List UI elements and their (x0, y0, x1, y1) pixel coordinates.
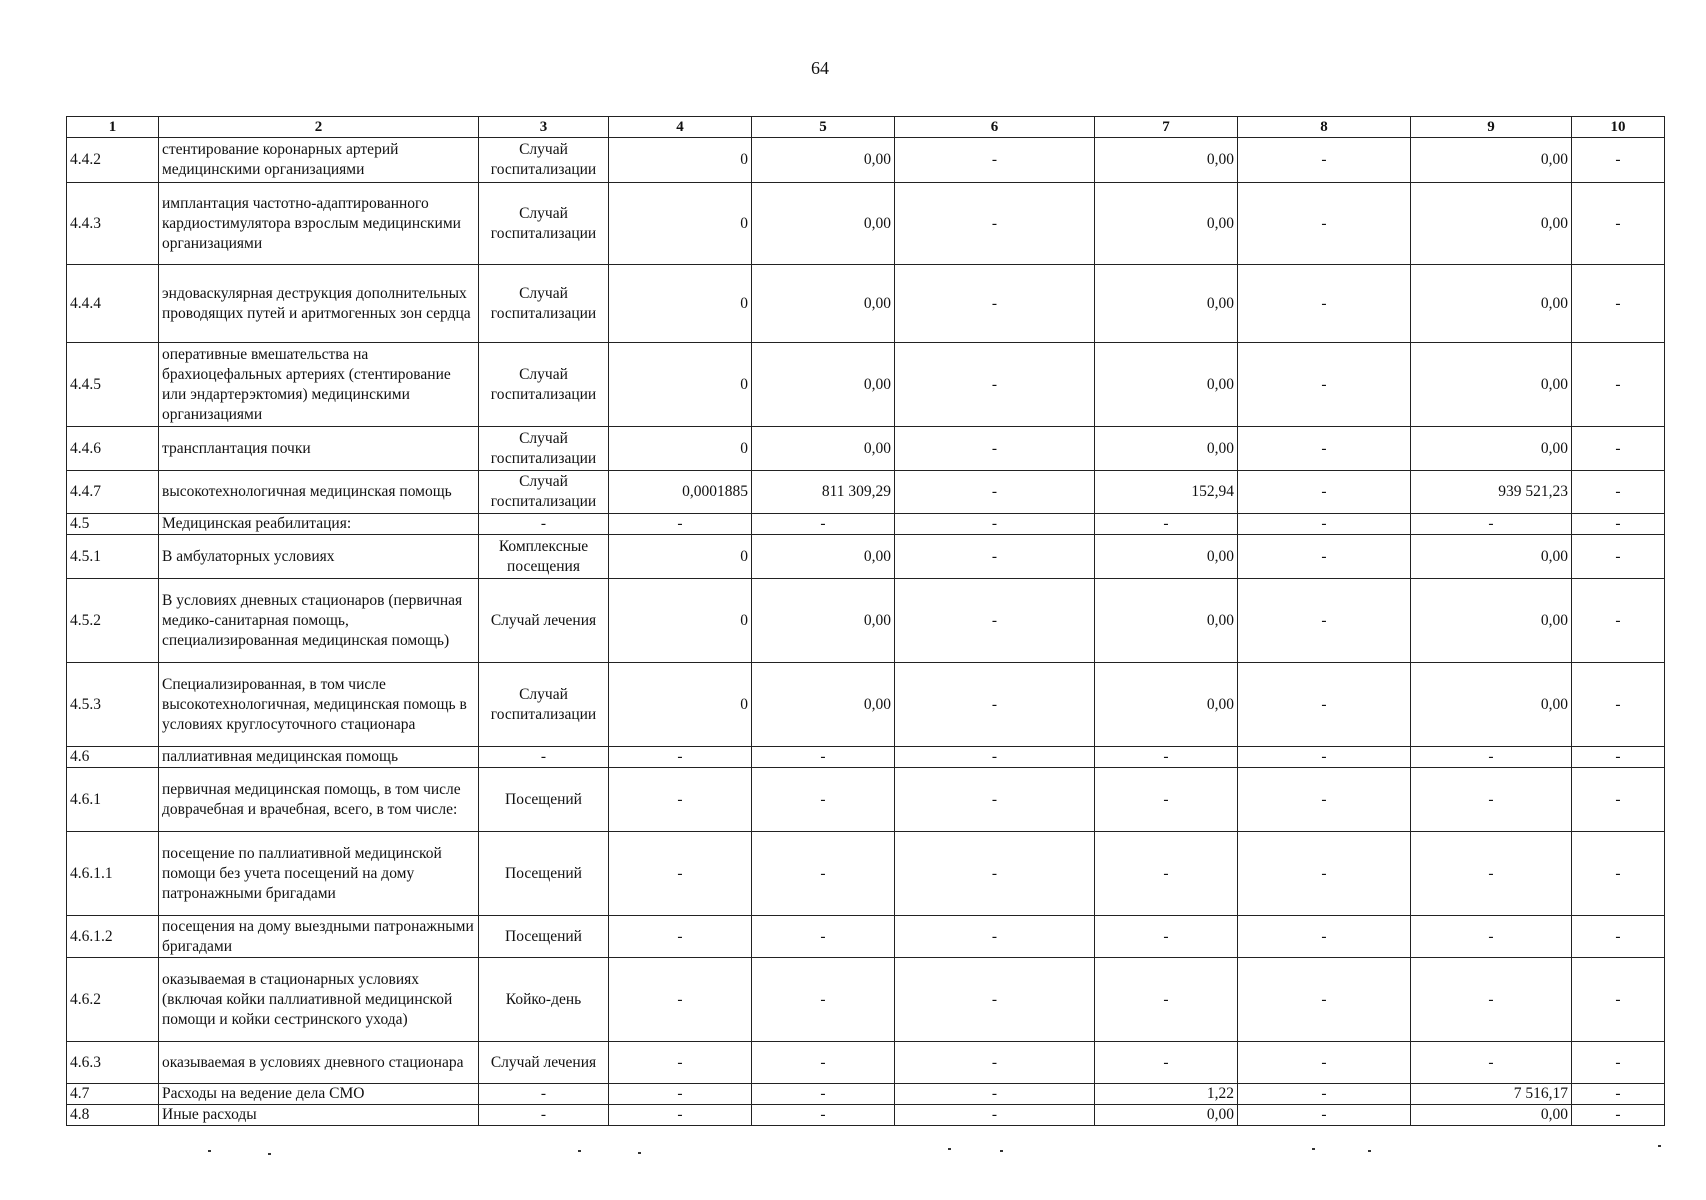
col-6-value: - (895, 916, 1095, 958)
col-4-value: - (609, 958, 752, 1042)
col-9-value: 0,00 (1411, 183, 1572, 265)
col-9-value: - (1411, 768, 1572, 832)
col-9-value: 0,00 (1411, 579, 1572, 663)
row-number: 4.6.1.2 (67, 916, 159, 958)
col-6-value: - (895, 958, 1095, 1042)
row-name: посещения на дому выездными патронажными бригадами (159, 916, 479, 958)
col-6-value: - (895, 265, 1095, 343)
table-row (67, 768, 1665, 832)
table-row (67, 958, 1665, 1042)
col-5-value: 0,00 (752, 579, 895, 663)
col-5-value: - (752, 514, 895, 535)
col-10-value: - (1572, 916, 1665, 958)
col-8-value: - (1238, 1042, 1411, 1084)
col-10-value: - (1572, 663, 1665, 747)
col-5-value: - (752, 747, 895, 768)
col-7-value: 0,00 (1095, 1105, 1238, 1126)
col-6-value: - (895, 1084, 1095, 1105)
row-name: первичная медицинская помощь, в том числе доврачебная и врачебная, всего, в том числе: (159, 768, 479, 832)
col-5-value: - (752, 958, 895, 1042)
col-7-value: 0,00 (1095, 427, 1238, 471)
col-7-value: 0,00 (1095, 663, 1238, 747)
row-name: оказываемая в условиях дневного стационара (159, 1042, 479, 1084)
col-10-value: - (1572, 958, 1665, 1042)
col-10-value: - (1572, 1105, 1665, 1126)
col-5-value: 0,00 (752, 183, 895, 265)
col-7-value: 0,00 (1095, 265, 1238, 343)
unit-of-measure: Случай госпитализации (479, 427, 609, 471)
col-7-value: 0,00 (1095, 138, 1238, 183)
col-4-value: - (609, 1105, 752, 1126)
row-name: Медицинская реабилитация: (159, 514, 479, 535)
column-header-6: 6 (895, 117, 1095, 138)
row-number: 4.5 (67, 514, 159, 535)
data-table (66, 116, 1665, 1126)
row-number: 4.6.1 (67, 768, 159, 832)
row-number: 4.6 (67, 747, 159, 768)
row-number: 4.4.6 (67, 427, 159, 471)
row-number: 4.6.2 (67, 958, 159, 1042)
col-10-value: - (1572, 343, 1665, 427)
col-5-value: 0,00 (752, 265, 895, 343)
col-5-value: 811 309,29 (752, 471, 895, 514)
col-9-value: 7 516,17 (1411, 1084, 1572, 1105)
col-9-value: 0,00 (1411, 535, 1572, 579)
col-10-value: - (1572, 265, 1665, 343)
col-4-value: 0 (609, 663, 752, 747)
col-9-value: 939 521,23 (1411, 471, 1572, 514)
table-row (67, 579, 1665, 663)
col-6-value: - (895, 768, 1095, 832)
col-8-value: - (1238, 427, 1411, 471)
table-row (67, 427, 1665, 471)
col-4-value: 0 (609, 265, 752, 343)
column-header-1: 1 (67, 117, 159, 138)
table-row (67, 1042, 1665, 1084)
col-10-value: - (1572, 471, 1665, 514)
col-4-value: 0 (609, 579, 752, 663)
table-row (67, 747, 1665, 768)
col-5-value: - (752, 768, 895, 832)
row-name: посещение по паллиативной медицинской помощи без учета посещений на дому патронажными бригадами (159, 832, 479, 916)
column-header-8: 8 (1238, 117, 1411, 138)
col-4-value: 0 (609, 343, 752, 427)
unit-of-measure: - (479, 1084, 609, 1105)
unit-of-measure: - (479, 1105, 609, 1126)
col-7-value: - (1095, 916, 1238, 958)
column-header-7: 7 (1095, 117, 1238, 138)
column-header-4: 4 (609, 117, 752, 138)
col-6-value: - (895, 343, 1095, 427)
col-7-value: 0,00 (1095, 343, 1238, 427)
col-4-value: 0 (609, 183, 752, 265)
table-row (67, 535, 1665, 579)
col-5-value: - (752, 1042, 895, 1084)
column-header-3: 3 (479, 117, 609, 138)
column-header-2: 2 (159, 117, 479, 138)
col-5-value: - (752, 832, 895, 916)
col-9-value: - (1411, 958, 1572, 1042)
col-8-value: - (1238, 514, 1411, 535)
unit-of-measure: Случай госпитализации (479, 265, 609, 343)
col-5-value: - (752, 916, 895, 958)
column-header-9: 9 (1411, 117, 1572, 138)
table-row (67, 663, 1665, 747)
table-row (67, 265, 1665, 343)
table-row (67, 138, 1665, 183)
row-number: 4.6.3 (67, 1042, 159, 1084)
col-8-value: - (1238, 579, 1411, 663)
row-number: 4.5.2 (67, 579, 159, 663)
col-7-value: 0,00 (1095, 183, 1238, 265)
col-7-value: 152,94 (1095, 471, 1238, 514)
row-number: 4.4.5 (67, 343, 159, 427)
col-8-value: - (1238, 958, 1411, 1042)
col-6-value: - (895, 747, 1095, 768)
row-name: стентирование коронарных артерий медицинскими организациями (159, 138, 479, 183)
col-7-value: - (1095, 747, 1238, 768)
row-number: 4.8 (67, 1105, 159, 1126)
unit-of-measure: Случай госпитализации (479, 663, 609, 747)
row-name: Специализированная, в том числе высокотехнологичная, медицинская помощь в условиях круглосуточного стационара (159, 663, 479, 747)
col-9-value: 0,00 (1411, 427, 1572, 471)
col-9-value: - (1411, 747, 1572, 768)
col-10-value: - (1572, 427, 1665, 471)
row-number: 4.4.4 (67, 265, 159, 343)
row-name: В амбулаторных условиях (159, 535, 479, 579)
col-5-value: 0,00 (752, 138, 895, 183)
unit-of-measure: Койко-день (479, 958, 609, 1042)
row-number: 4.7 (67, 1084, 159, 1105)
col-4-value: - (609, 768, 752, 832)
row-number: 4.6.1.1 (67, 832, 159, 916)
col-8-value: - (1238, 138, 1411, 183)
col-9-value: - (1411, 832, 1572, 916)
row-name: паллиативная медицинская помощь (159, 747, 479, 768)
col-6-value: - (895, 1042, 1095, 1084)
row-name: трансплантация почки (159, 427, 479, 471)
row-number: 4.5.1 (67, 535, 159, 579)
unit-of-measure: - (479, 514, 609, 535)
col-7-value: - (1095, 832, 1238, 916)
col-8-value: - (1238, 471, 1411, 514)
col-10-value: - (1572, 1042, 1665, 1084)
col-6-value: - (895, 832, 1095, 916)
col-6-value: - (895, 535, 1095, 579)
col-8-value: - (1238, 747, 1411, 768)
col-8-value: - (1238, 343, 1411, 427)
col-10-value: - (1572, 183, 1665, 265)
col-9-value: 0,00 (1411, 1105, 1572, 1126)
col-9-value: - (1411, 514, 1572, 535)
col-5-value: - (752, 1084, 895, 1105)
col-9-value: - (1411, 916, 1572, 958)
unit-of-measure: Случай госпитализации (479, 183, 609, 265)
col-6-value: - (895, 663, 1095, 747)
column-header-5: 5 (752, 117, 895, 138)
col-8-value: - (1238, 916, 1411, 958)
col-8-value: - (1238, 832, 1411, 916)
unit-of-measure: Посещений (479, 768, 609, 832)
col-7-value: - (1095, 958, 1238, 1042)
row-name: В условиях дневных стационаров (первичная медико-санитарная помощь, специализированная медицинская помощь) (159, 579, 479, 663)
col-6-value: - (895, 138, 1095, 183)
col-7-value: - (1095, 1042, 1238, 1084)
col-5-value: 0,00 (752, 427, 895, 471)
col-5-value: 0,00 (752, 663, 895, 747)
col-7-value: - (1095, 514, 1238, 535)
col-4-value: - (609, 747, 752, 768)
col-9-value: 0,00 (1411, 265, 1572, 343)
row-name: эндоваскулярная деструкция дополнительных проводящих путей и аритмогенных зон сердца (159, 265, 479, 343)
row-name: оказываемая в стационарных условиях (включая койки паллиативной медицинской помощи и койки сестринского ухода) (159, 958, 479, 1042)
col-4-value: - (609, 514, 752, 535)
col-5-value: 0,00 (752, 343, 895, 427)
row-number: 4.4.2 (67, 138, 159, 183)
col-4-value: 0,0001885 (609, 471, 752, 514)
row-name: высокотехнологичная медицинская помощь (159, 471, 479, 514)
col-6-value: - (895, 471, 1095, 514)
col-7-value: 0,00 (1095, 535, 1238, 579)
unit-of-measure: Случай госпитализации (479, 343, 609, 427)
col-7-value: 1,22 (1095, 1084, 1238, 1105)
col-8-value: - (1238, 183, 1411, 265)
table-row (67, 343, 1665, 427)
col-6-value: - (895, 514, 1095, 535)
unit-of-measure: Случай лечения (479, 579, 609, 663)
table-body (67, 138, 1665, 1126)
col-4-value: - (609, 832, 752, 916)
col-9-value: 0,00 (1411, 138, 1572, 183)
col-10-value: - (1572, 747, 1665, 768)
unit-of-measure: Случай лечения (479, 1042, 609, 1084)
table-row (67, 916, 1665, 958)
col-6-value: - (895, 579, 1095, 663)
col-10-value: - (1572, 1084, 1665, 1105)
unit-of-measure: Посещений (479, 832, 609, 916)
col-9-value: - (1411, 1042, 1572, 1084)
column-header-10: 10 (1572, 117, 1665, 138)
table-row (67, 832, 1665, 916)
col-4-value: 0 (609, 138, 752, 183)
col-8-value: - (1238, 768, 1411, 832)
table-row (67, 1105, 1665, 1126)
col-10-value: - (1572, 535, 1665, 579)
col-4-value: 0 (609, 535, 752, 579)
page-number: 64 (811, 58, 829, 78)
col-10-value: - (1572, 514, 1665, 535)
col-5-value: - (752, 1105, 895, 1126)
col-8-value: - (1238, 535, 1411, 579)
col-9-value: 0,00 (1411, 343, 1572, 427)
col-9-value: 0,00 (1411, 663, 1572, 747)
table-row (67, 1084, 1665, 1105)
row-number: 4.4.3 (67, 183, 159, 265)
unit-of-measure: Случай госпитализации (479, 471, 609, 514)
col-5-value: 0,00 (752, 535, 895, 579)
col-8-value: - (1238, 265, 1411, 343)
col-7-value: - (1095, 768, 1238, 832)
row-number: 4.4.7 (67, 471, 159, 514)
table-header (67, 117, 1665, 138)
col-6-value: - (895, 183, 1095, 265)
col-8-value: - (1238, 1105, 1411, 1126)
table-row (67, 471, 1665, 514)
table-row (67, 183, 1665, 265)
row-name: имплантация частотно-адаптированного кардиостимулятора взрослым медицинскими организациями (159, 183, 479, 265)
row-number: 4.5.3 (67, 663, 159, 747)
col-4-value: - (609, 1042, 752, 1084)
col-6-value: - (895, 1105, 1095, 1126)
col-4-value: - (609, 1084, 752, 1105)
col-7-value: 0,00 (1095, 579, 1238, 663)
col-10-value: - (1572, 579, 1665, 663)
table-row (67, 514, 1665, 535)
col-6-value: - (895, 427, 1095, 471)
col-10-value: - (1572, 768, 1665, 832)
row-name: Иные расходы (159, 1105, 479, 1126)
row-name: Расходы на ведение дела СМО (159, 1084, 479, 1105)
unit-of-measure: Посещений (479, 916, 609, 958)
col-10-value: - (1572, 138, 1665, 183)
col-4-value: 0 (609, 427, 752, 471)
unit-of-measure: - (479, 747, 609, 768)
col-4-value: - (609, 916, 752, 958)
unit-of-measure: Случай госпитализации (479, 138, 609, 183)
row-name: оперативные вмешательства на брахиоцефальных артериях (стентирование или эндартерэктомия) медицинскими организациями (159, 343, 479, 427)
col-10-value: - (1572, 832, 1665, 916)
unit-of-measure: Комплексные посещения (479, 535, 609, 579)
col-8-value: - (1238, 663, 1411, 747)
col-8-value: - (1238, 1084, 1411, 1105)
